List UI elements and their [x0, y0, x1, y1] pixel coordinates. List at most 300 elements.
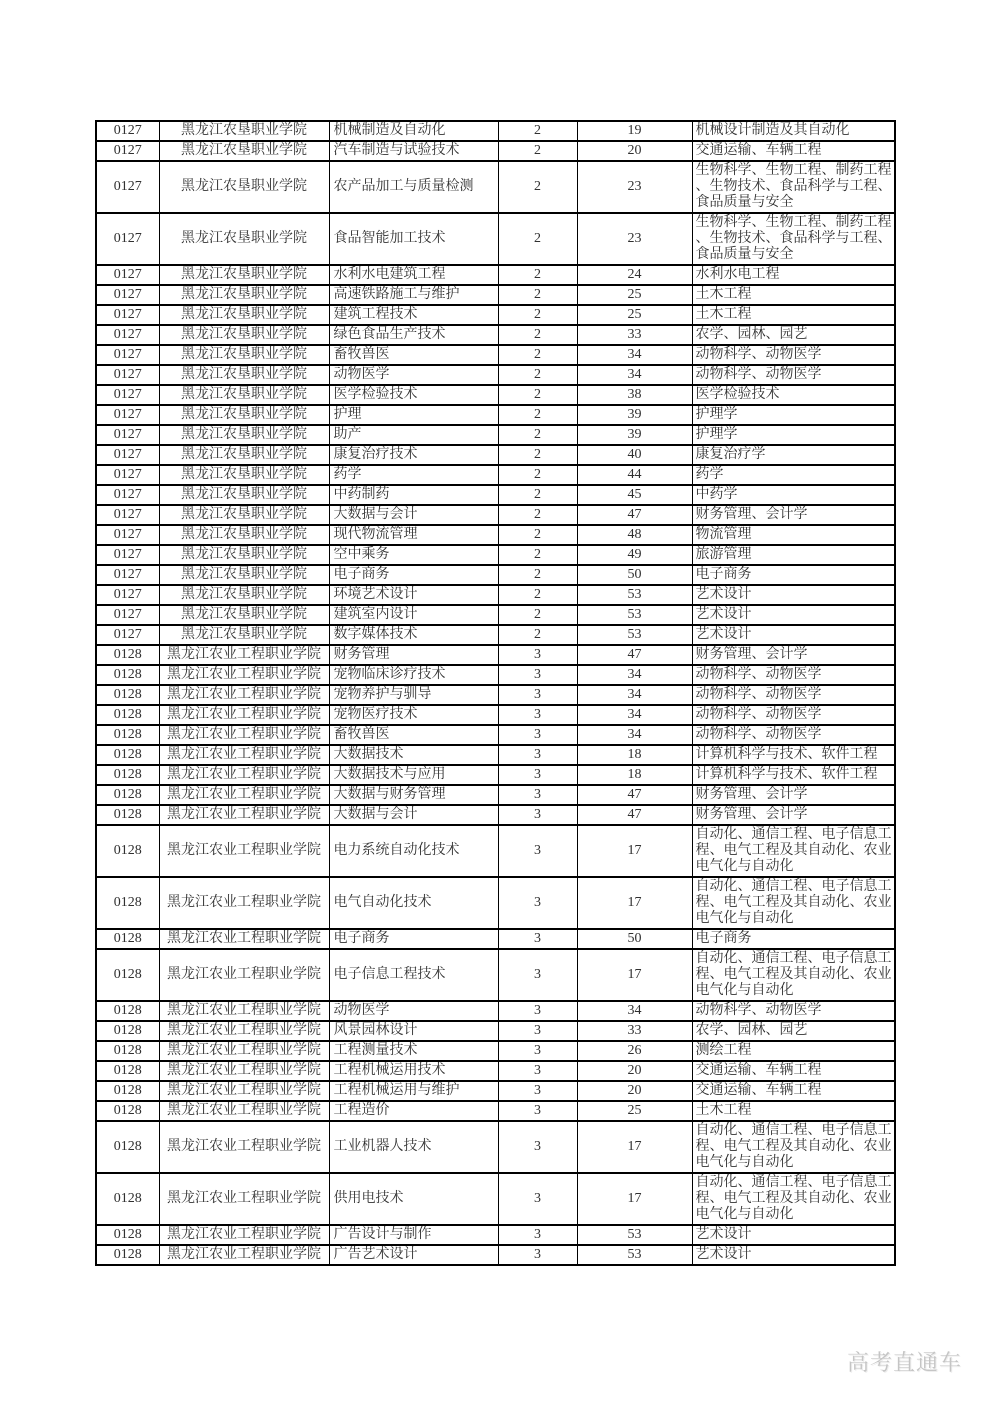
cell-school: 黑龙江农业工程职业学院 [159, 1225, 329, 1245]
cell-school: 黑龙江农业工程职业学院 [159, 825, 329, 877]
cell-major: 空中乘务 [329, 545, 498, 565]
cell-group: 24 [577, 265, 692, 285]
cell-majors: 动物科学、动物医学 [692, 345, 895, 365]
table-row [96, 1225, 895, 1245]
cell-plan: 2 [498, 285, 577, 305]
cell-school: 黑龙江农垦职业学院 [159, 585, 329, 605]
cell-major: 食品智能加工技术 [329, 213, 498, 265]
cell-majors: 交通运输、车辆工程 [692, 141, 895, 161]
cell-major: 工程机械运用技术 [329, 1061, 498, 1081]
cell-major: 大数据与财务管理 [329, 785, 498, 805]
cell-major: 供用电技术 [329, 1173, 498, 1225]
cell-group: 34 [577, 705, 692, 725]
cell-code: 0127 [96, 525, 159, 545]
cell-school: 黑龙江农业工程职业学院 [159, 1061, 329, 1081]
cell-majors: 艺术设计 [692, 625, 895, 645]
cell-group: 53 [577, 625, 692, 645]
cell-school: 黑龙江农垦职业学院 [159, 305, 329, 325]
cell-group: 25 [577, 305, 692, 325]
cell-plan: 2 [498, 121, 577, 141]
cell-majors: 动物科学、动物医学 [692, 685, 895, 705]
cell-plan: 2 [498, 585, 577, 605]
cell-majors: 艺术设计 [692, 585, 895, 605]
cell-school: 黑龙江农业工程职业学院 [159, 785, 329, 805]
cell-major: 康复治疗技术 [329, 445, 498, 465]
cell-group: 47 [577, 505, 692, 525]
cell-school: 黑龙江农业工程职业学院 [159, 1245, 329, 1265]
cell-group: 23 [577, 161, 692, 213]
cell-code: 0128 [96, 1173, 159, 1225]
cell-majors: 动物科学、动物医学 [692, 705, 895, 725]
table-row [96, 705, 895, 725]
cell-plan: 2 [498, 425, 577, 445]
cell-majors: 动物科学、动物医学 [692, 725, 895, 745]
cell-major: 大数据技术 [329, 745, 498, 765]
table-row [96, 825, 895, 877]
cell-plan: 2 [498, 505, 577, 525]
cell-code: 0128 [96, 1121, 159, 1173]
cell-majors: 自动化、通信工程、电子信息工程、电气工程及其自动化、农业电气化与自动化 [692, 825, 895, 877]
cell-code: 0128 [96, 725, 159, 745]
cell-code: 0127 [96, 485, 159, 505]
cell-majors: 生物科学、生物工程、制药工程、生物技术、食品科学与工程、食品质量与安全 [692, 213, 895, 265]
cell-major: 广告设计与制作 [329, 1225, 498, 1245]
table-row [96, 877, 895, 929]
cell-code: 0127 [96, 161, 159, 213]
cell-plan: 2 [498, 605, 577, 625]
cell-majors: 农学、园林、园艺 [692, 325, 895, 345]
cell-code: 0128 [96, 785, 159, 805]
table-row [96, 785, 895, 805]
cell-group: 18 [577, 745, 692, 765]
cell-school: 黑龙江农业工程职业学院 [159, 725, 329, 745]
table-row [96, 1173, 895, 1225]
cell-majors: 交通运输、车辆工程 [692, 1081, 895, 1101]
cell-code: 0128 [96, 1001, 159, 1021]
table-row [96, 1061, 895, 1081]
cell-majors: 电子商务 [692, 565, 895, 585]
cell-major: 现代物流管理 [329, 525, 498, 545]
cell-school: 黑龙江农业工程职业学院 [159, 1021, 329, 1041]
cell-school: 黑龙江农垦职业学院 [159, 365, 329, 385]
table-row [96, 305, 895, 325]
table-row [96, 1041, 895, 1061]
table-row [96, 725, 895, 745]
cell-school: 黑龙江农业工程职业学院 [159, 1101, 329, 1121]
cell-code: 0127 [96, 425, 159, 445]
cell-group: 53 [577, 605, 692, 625]
cell-majors: 计算机科学与技术、软件工程 [692, 765, 895, 785]
cell-group: 34 [577, 665, 692, 685]
cell-code: 0127 [96, 625, 159, 645]
cell-group: 53 [577, 585, 692, 605]
cell-code: 0128 [96, 929, 159, 949]
cell-major: 电气自动化技术 [329, 877, 498, 929]
cell-code: 0127 [96, 365, 159, 385]
cell-plan: 3 [498, 705, 577, 725]
cell-plan: 3 [498, 825, 577, 877]
cell-group: 39 [577, 425, 692, 445]
cell-school: 黑龙江农垦职业学院 [159, 485, 329, 505]
cell-code: 0128 [96, 705, 159, 725]
cell-plan: 2 [498, 445, 577, 465]
cell-group: 53 [577, 1245, 692, 1265]
table-row [96, 1081, 895, 1101]
cell-code: 0128 [96, 1081, 159, 1101]
cell-code: 0127 [96, 445, 159, 465]
cell-code: 0128 [96, 685, 159, 705]
cell-group: 47 [577, 645, 692, 665]
table-row [96, 121, 895, 141]
cell-major: 宠物养护与驯导 [329, 685, 498, 705]
cell-school: 黑龙江农垦职业学院 [159, 141, 329, 161]
cell-majors: 土木工程 [692, 285, 895, 305]
cell-major: 药学 [329, 465, 498, 485]
cell-code: 0127 [96, 385, 159, 405]
table-row [96, 805, 895, 825]
cell-plan: 3 [498, 1021, 577, 1041]
cell-major: 建筑工程技术 [329, 305, 498, 325]
cell-code: 0128 [96, 1245, 159, 1265]
table-row [96, 565, 895, 585]
cell-code: 0127 [96, 285, 159, 305]
cell-majors: 中药学 [692, 485, 895, 505]
cell-majors: 艺术设计 [692, 1245, 895, 1265]
table-row [96, 765, 895, 785]
cell-majors: 自动化、通信工程、电子信息工程、电气工程及其自动化、农业电气化与自动化 [692, 1173, 895, 1225]
cell-code: 0128 [96, 1041, 159, 1061]
cell-plan: 3 [498, 1001, 577, 1021]
cell-plan: 2 [498, 565, 577, 585]
cell-plan: 3 [498, 1245, 577, 1265]
table-row [96, 345, 895, 365]
cell-plan: 2 [498, 213, 577, 265]
cell-major: 汽车制造与试验技术 [329, 141, 498, 161]
cell-code: 0128 [96, 745, 159, 765]
cell-school: 黑龙江农垦职业学院 [159, 405, 329, 425]
cell-plan: 2 [498, 545, 577, 565]
cell-code: 0127 [96, 121, 159, 141]
cell-major: 助产 [329, 425, 498, 445]
cell-major: 数字媒体技术 [329, 625, 498, 645]
cell-majors: 财务管理、会计学 [692, 505, 895, 525]
cell-plan: 2 [498, 485, 577, 505]
cell-code: 0128 [96, 645, 159, 665]
cell-group: 34 [577, 725, 692, 745]
cell-majors: 计算机科学与技术、软件工程 [692, 745, 895, 765]
cell-plan: 3 [498, 805, 577, 825]
cell-major: 广告艺术设计 [329, 1245, 498, 1265]
cell-major: 农产品加工与质量检测 [329, 161, 498, 213]
cell-group: 34 [577, 365, 692, 385]
cell-code: 0128 [96, 1021, 159, 1041]
cell-plan: 2 [498, 385, 577, 405]
cell-majors: 财务管理、会计学 [692, 785, 895, 805]
cell-code: 0128 [96, 665, 159, 685]
cell-group: 17 [577, 825, 692, 877]
cell-group: 53 [577, 1225, 692, 1245]
cell-school: 黑龙江农垦职业学院 [159, 565, 329, 585]
table-row [96, 325, 895, 345]
cell-major: 中药制药 [329, 485, 498, 505]
table-row [96, 213, 895, 265]
cell-school: 黑龙江农垦职业学院 [159, 545, 329, 565]
cell-group: 20 [577, 1081, 692, 1101]
cell-school: 黑龙江农业工程职业学院 [159, 949, 329, 1001]
cell-plan: 3 [498, 877, 577, 929]
cell-school: 黑龙江农垦职业学院 [159, 265, 329, 285]
cell-plan: 3 [498, 1121, 577, 1173]
cell-plan: 3 [498, 1173, 577, 1225]
cell-school: 黑龙江农垦职业学院 [159, 465, 329, 485]
cell-code: 0128 [96, 1101, 159, 1121]
cell-plan: 3 [498, 765, 577, 785]
cell-group: 48 [577, 525, 692, 545]
cell-plan: 3 [498, 1225, 577, 1245]
cell-plan: 2 [498, 345, 577, 365]
cell-major: 机械制造及自动化 [329, 121, 498, 141]
table-row [96, 1101, 895, 1121]
cell-school: 黑龙江农业工程职业学院 [159, 929, 329, 949]
cell-plan: 3 [498, 1081, 577, 1101]
cell-plan: 2 [498, 625, 577, 645]
cell-school: 黑龙江农垦职业学院 [159, 161, 329, 213]
cell-group: 25 [577, 1101, 692, 1121]
cell-majors: 康复治疗学 [692, 445, 895, 465]
cell-school: 黑龙江农垦职业学院 [159, 505, 329, 525]
cell-code: 0127 [96, 465, 159, 485]
table-row [96, 1021, 895, 1041]
table-row [96, 385, 895, 405]
cell-school: 黑龙江农垦职业学院 [159, 285, 329, 305]
table-row [96, 141, 895, 161]
table-row [96, 545, 895, 565]
cell-majors: 护理学 [692, 405, 895, 425]
cell-plan: 3 [498, 665, 577, 685]
cell-majors: 护理学 [692, 425, 895, 445]
cell-majors: 土木工程 [692, 1101, 895, 1121]
cell-majors: 药学 [692, 465, 895, 485]
table-row [96, 285, 895, 305]
cell-group: 47 [577, 805, 692, 825]
cell-school: 黑龙江农垦职业学院 [159, 213, 329, 265]
cell-plan: 3 [498, 745, 577, 765]
cell-plan: 2 [498, 465, 577, 485]
cell-school: 黑龙江农垦职业学院 [159, 325, 329, 345]
cell-code: 0127 [96, 213, 159, 265]
cell-code: 0127 [96, 405, 159, 425]
cell-plan: 3 [498, 929, 577, 949]
table-row [96, 625, 895, 645]
cell-group: 17 [577, 949, 692, 1001]
cell-major: 大数据技术与应用 [329, 765, 498, 785]
cell-major: 畜牧兽医 [329, 725, 498, 745]
cell-major: 护理 [329, 405, 498, 425]
cell-major: 医学检验技术 [329, 385, 498, 405]
table-row [96, 665, 895, 685]
cell-code: 0128 [96, 877, 159, 929]
cell-plan: 2 [498, 265, 577, 285]
cell-majors: 测绘工程 [692, 1041, 895, 1061]
cell-code: 0128 [96, 765, 159, 785]
cell-major: 水利水电建筑工程 [329, 265, 498, 285]
cell-major: 大数据与会计 [329, 805, 498, 825]
cell-majors: 自动化、通信工程、电子信息工程、电气工程及其自动化、农业电气化与自动化 [692, 949, 895, 1001]
cell-plan: 3 [498, 785, 577, 805]
cell-majors: 医学检验技术 [692, 385, 895, 405]
cell-group: 50 [577, 929, 692, 949]
cell-code: 0127 [96, 141, 159, 161]
cell-major: 电子商务 [329, 929, 498, 949]
cell-plan: 3 [498, 1041, 577, 1061]
cell-majors: 农学、园林、园艺 [692, 1021, 895, 1041]
cell-majors: 自动化、通信工程、电子信息工程、电气工程及其自动化、农业电气化与自动化 [692, 877, 895, 929]
cell-group: 50 [577, 565, 692, 585]
table-row [96, 645, 895, 665]
cell-major: 大数据与会计 [329, 505, 498, 525]
cell-group: 18 [577, 765, 692, 785]
cell-group: 26 [577, 1041, 692, 1061]
cell-majors: 土木工程 [692, 305, 895, 325]
cell-majors: 动物科学、动物医学 [692, 365, 895, 385]
cell-group: 20 [577, 1061, 692, 1081]
cell-code: 0127 [96, 545, 159, 565]
cell-group: 38 [577, 385, 692, 405]
cell-majors: 交通运输、车辆工程 [692, 1061, 895, 1081]
cell-school: 黑龙江农业工程职业学院 [159, 645, 329, 665]
table-row [96, 605, 895, 625]
table-row [96, 745, 895, 765]
table-row [96, 949, 895, 1001]
cell-plan: 3 [498, 685, 577, 705]
cell-major: 绿色食品生产技术 [329, 325, 498, 345]
cell-major: 工程造价 [329, 1101, 498, 1121]
cell-major: 电子商务 [329, 565, 498, 585]
table-row [96, 1121, 895, 1173]
cell-code: 0127 [96, 505, 159, 525]
table-row [96, 505, 895, 525]
table-row [96, 465, 895, 485]
cell-school: 黑龙江农业工程职业学院 [159, 685, 329, 705]
cell-plan: 3 [498, 1101, 577, 1121]
cell-plan: 2 [498, 365, 577, 385]
watermark: 高考直通车 [846, 1350, 962, 1375]
cell-school: 黑龙江农业工程职业学院 [159, 705, 329, 725]
table-row [96, 929, 895, 949]
cell-code: 0127 [96, 585, 159, 605]
cell-major: 工业机器人技术 [329, 1121, 498, 1173]
table-body [96, 121, 895, 1265]
cell-school: 黑龙江农垦职业学院 [159, 385, 329, 405]
cell-majors: 电子商务 [692, 929, 895, 949]
cell-major: 电子信息工程技术 [329, 949, 498, 1001]
cell-major: 工程机械运用与维护 [329, 1081, 498, 1101]
cell-school: 黑龙江农业工程职业学院 [159, 745, 329, 765]
cell-group: 49 [577, 545, 692, 565]
cell-group: 34 [577, 1001, 692, 1021]
cell-major: 动物医学 [329, 365, 498, 385]
cell-code: 0128 [96, 805, 159, 825]
cell-code: 0127 [96, 325, 159, 345]
cell-group: 44 [577, 465, 692, 485]
cell-group: 47 [577, 785, 692, 805]
cell-majors: 财务管理、会计学 [692, 645, 895, 665]
table-row [96, 405, 895, 425]
cell-major: 动物医学 [329, 1001, 498, 1021]
cell-school: 黑龙江农垦职业学院 [159, 525, 329, 545]
table-row [96, 1001, 895, 1021]
table-row [96, 1245, 895, 1265]
cell-major: 工程测量技术 [329, 1041, 498, 1061]
cell-major: 财务管理 [329, 645, 498, 665]
cell-code: 0127 [96, 305, 159, 325]
cell-plan: 2 [498, 305, 577, 325]
cell-group: 17 [577, 1173, 692, 1225]
cell-school: 黑龙江农业工程职业学院 [159, 1001, 329, 1021]
cell-school: 黑龙江农垦职业学院 [159, 445, 329, 465]
cell-school: 黑龙江农业工程职业学院 [159, 1173, 329, 1225]
cell-school: 黑龙江农垦职业学院 [159, 121, 329, 141]
cell-school: 黑龙江农业工程职业学院 [159, 877, 329, 929]
cell-plan: 2 [498, 405, 577, 425]
cell-group: 23 [577, 213, 692, 265]
table-row [96, 525, 895, 545]
cell-major: 建筑室内设计 [329, 605, 498, 625]
cell-school: 黑龙江农业工程职业学院 [159, 805, 329, 825]
table-row [96, 365, 895, 385]
cell-majors: 艺术设计 [692, 1225, 895, 1245]
cell-majors: 自动化、通信工程、电子信息工程、电气工程及其自动化、农业电气化与自动化 [692, 1121, 895, 1173]
cell-majors: 物流管理 [692, 525, 895, 545]
cell-group: 17 [577, 877, 692, 929]
cell-plan: 3 [498, 725, 577, 745]
cell-group: 34 [577, 685, 692, 705]
cell-majors: 旅游管理 [692, 545, 895, 565]
table-row [96, 685, 895, 705]
cell-school: 黑龙江农垦职业学院 [159, 425, 329, 445]
cell-majors: 生物科学、生物工程、制药工程、生物技术、食品科学与工程、食品质量与安全 [692, 161, 895, 213]
cell-plan: 2 [498, 141, 577, 161]
table-row [96, 161, 895, 213]
table-row [96, 425, 895, 445]
cell-school: 黑龙江农业工程职业学院 [159, 765, 329, 785]
admissions-table [95, 120, 896, 1266]
cell-code: 0127 [96, 605, 159, 625]
cell-group: 20 [577, 141, 692, 161]
cell-plan: 2 [498, 525, 577, 545]
cell-group: 33 [577, 1021, 692, 1041]
cell-code: 0127 [96, 345, 159, 365]
cell-group: 45 [577, 485, 692, 505]
cell-majors: 艺术设计 [692, 605, 895, 625]
cell-school: 黑龙江农业工程职业学院 [159, 1081, 329, 1101]
cell-code: 0127 [96, 565, 159, 585]
cell-major: 宠物医疗技术 [329, 705, 498, 725]
cell-plan: 3 [498, 949, 577, 1001]
cell-majors: 机械设计制造及其自动化 [692, 121, 895, 141]
cell-majors: 财务管理、会计学 [692, 805, 895, 825]
cell-major: 环境艺术设计 [329, 585, 498, 605]
cell-major: 电力系统自动化技术 [329, 825, 498, 877]
cell-code: 0128 [96, 949, 159, 1001]
cell-major: 风景园林设计 [329, 1021, 498, 1041]
cell-school: 黑龙江农业工程职业学院 [159, 1121, 329, 1173]
cell-majors: 水利水电工程 [692, 265, 895, 285]
cell-school: 黑龙江农垦职业学院 [159, 345, 329, 365]
cell-group: 40 [577, 445, 692, 465]
cell-code: 0127 [96, 265, 159, 285]
cell-plan: 2 [498, 161, 577, 213]
